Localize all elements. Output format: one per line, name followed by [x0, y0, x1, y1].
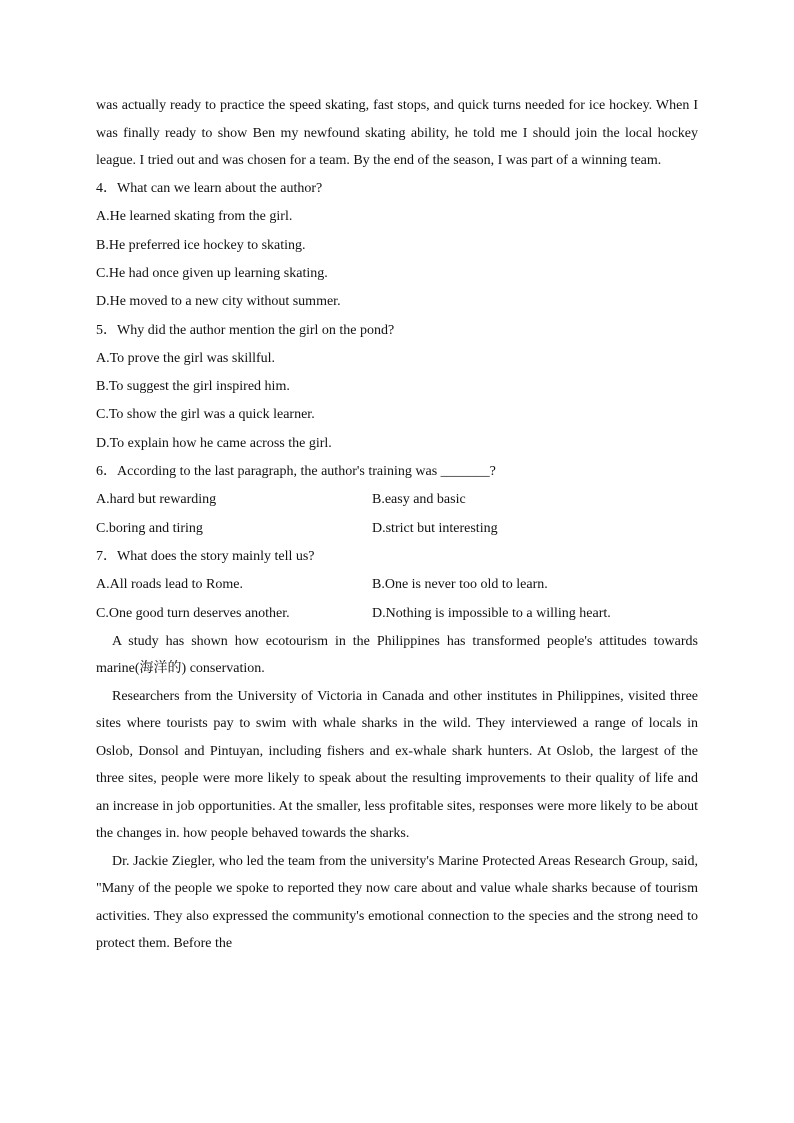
options-row: [96, 600, 698, 628]
option-b: B.easy and basic: [372, 492, 466, 508]
options-row: [96, 486, 698, 514]
option-d: D.To explain how he came across the girl.: [96, 435, 332, 451]
option-d: D.Nothing is impossible to a willing heart.: [372, 605, 611, 621]
option-d: D.He moved to a new city without summer.: [96, 294, 341, 310]
option-a: A.To prove the girl was skillful.: [96, 350, 276, 366]
option-a: A.All roads lead to Rome.: [96, 577, 243, 593]
options-row: [96, 515, 698, 543]
question-7: [96, 543, 698, 628]
option-a: A.hard but rewarding: [96, 492, 217, 508]
option-c: C.boring and tiring: [96, 520, 203, 536]
option-c: C.To show the girl was a quick learner.: [96, 407, 315, 423]
question-stem: 5．Why did the author mention the girl on the pond?: [96, 322, 395, 338]
passage-paragraph: Researchers from the University of Victoria in Canada and other institutes in Philippines, visited three sites where tourists pay to swim with whale sharks in the wild. They interviewed a range of locals in Oslob, Donsol and Pintuyan, including fishers and ex-whale shark hunters. At Oslob, the largest of the three sites, people were more likely to speak about the resulting improvements to their quality of life and an increase in job opportunities. At the smaller, less profitable sites, responses were more likely to be about the changes in. how people behaved towards the sharks.: [96, 688, 698, 842]
question-stem: 7．What does the story mainly tell us?: [96, 548, 315, 564]
option-b: B.One is never too old to learn.: [372, 577, 548, 593]
document-page: [96, 92, 698, 958]
options-row: [96, 571, 698, 599]
option-c: C.He had once given up learning skating.: [96, 266, 328, 281]
option-b: B.He preferred ice hockey to skating.: [96, 237, 306, 253]
passage-paragraph: A study has shown how ecotourism in the Philippines has transformed people's attitudes towards marine(海洋的) conservation.: [96, 633, 698, 677]
question-5: [96, 317, 698, 458]
option-c: C.One good turn deserves another.: [96, 605, 290, 621]
question-6: [96, 458, 698, 543]
intro-paragraph: was actually ready to practice the speed skating, fast stops, and quick turns needed for ice hockey. When I was finally ready to show Ben my newfound skating ability, he told me I should join the local hockey league. I tried out and was chosen for a team. By the end of the season, I was part of a winning team.: [96, 98, 698, 169]
passage-paragraph: Dr. Jackie Ziegler, who led the team from the university's Marine Protected Areas Research Group, said, "Many of the people we spoke to reported they now care about and value whale sharks because of tourism activities. They also expressed the community's emotional connection to the species and the strong need to protect them. Before the: [96, 853, 698, 952]
passage-b: [96, 628, 698, 958]
option-d: D.strict but interesting: [372, 520, 498, 536]
question-4: [96, 175, 698, 316]
question-stem: 6．According to the last paragraph, the author's training was _______?: [96, 464, 496, 480]
option-a: A.He learned skating from the girl.: [96, 209, 293, 225]
option-b: B.To suggest the girl inspired him.: [96, 379, 290, 395]
question-stem: 4．What can we learn about the author?: [96, 181, 323, 197]
